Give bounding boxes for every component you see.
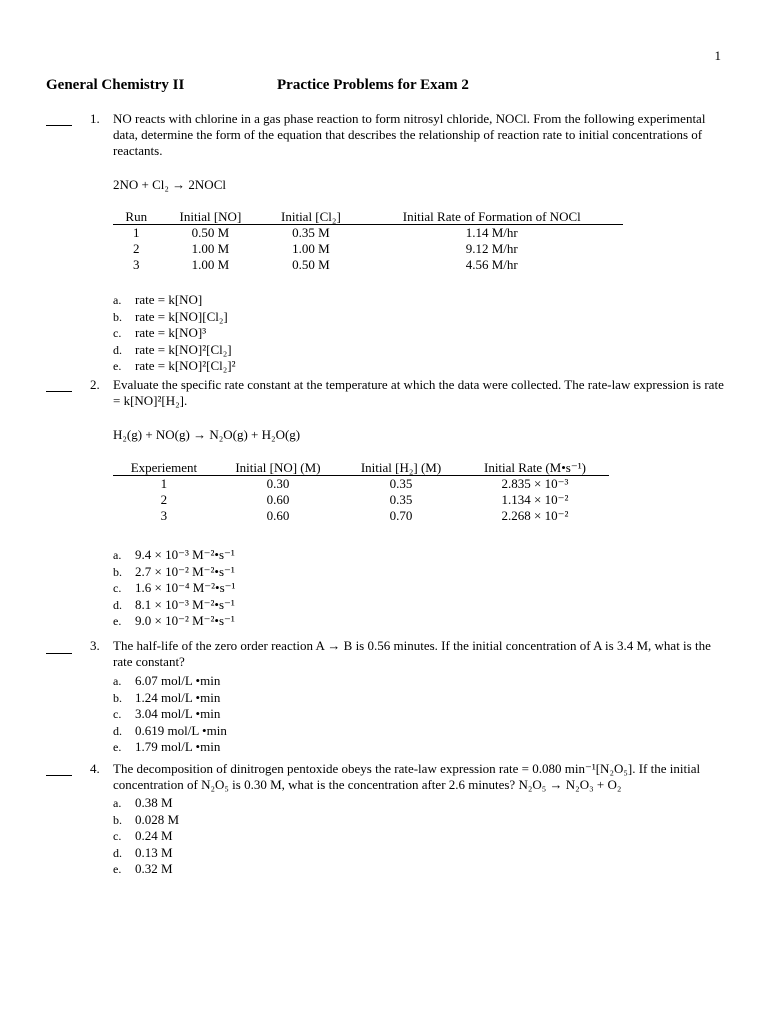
choices-q4 [113,795,179,878]
choice-q2-c[interactable]: c. 1.6 × 10⁻⁴ M⁻²•s⁻¹ [113,580,236,595]
table-cell: 1.00 M [191,241,230,256]
choice-q1-d[interactable]: d. rate = k[NO]²[Cl₂] [113,341,232,357]
table-header: Initial [H₂] (M) [341,459,461,476]
table-cell: 2.835 × 10⁻³ [501,476,569,491]
choice-q4-e[interactable]: e. 0.32 M [113,861,173,876]
page-title: Practice Problems for Exam 2 [277,77,469,93]
page-number: 1 [714,48,721,63]
question-text-q1: NO reacts with chlorine in a gas phase reaction to form nitrosyl chloride, NOCl. From the following experimental data, determine the form of the equation that describes the relationship of reaction rate to initial concentrations of reactants. [113,111,706,158]
table-cell: 1.14 M/hr [465,225,518,240]
table-cell: 4.56 M/hr [465,257,518,272]
table-header: Initial Rate of Formation of NOCl [360,208,623,225]
choices-q1 [113,292,236,375]
question-number-q3: 3. [90,638,100,653]
choice-q1-b[interactable]: b. rate = k[NO][Cl₂] [113,308,228,324]
table-cell: 1.00 M [292,241,330,256]
question-text-q2: Evaluate the specific rate constant at the temperature at which the data were collected. The rate-law expression is rate = k[NO]²[H₂]. [113,377,724,408]
table-cell: 0.60 [266,492,290,507]
table-cell: 3 [133,257,140,272]
choice-q4-d[interactable]: d. 0.13 M [113,844,173,860]
choice-q1-a[interactable]: a. rate = k[NO] [113,292,203,307]
choice-q3-d[interactable]: d. 0.619 mol/L •min [113,722,227,738]
table-row [113,225,623,242]
choice-q4-c[interactable]: c. 0.24 M [113,828,173,843]
answer-blank-q1[interactable] [46,112,72,126]
answer-blank-q3[interactable] [46,640,72,654]
question-text-q3: The half-life of the zero order reaction A → B is 0.56 minutes. If the initial concentration of A is 3.4 M, what is the rate constant? [113,638,711,669]
course-title: General Chemistry II [46,77,185,93]
table-cell: 0.50 M [191,225,230,240]
question-number-q4: 4. [90,761,100,776]
question-text-q4: The decomposition of dinitrogen pentoxide obeys the rate-law expression rate = 0.080 min⁻¹[N₂O₅]. If the initial concentration of N₂O₅ is 0.30 M, what is the concentration after 2.6 minutes? N₂O₅ → N₂O₃ + O₂ [113,761,701,792]
table-row [113,257,623,273]
choice-q3-c[interactable]: c. 3.04 mol/L •min [113,706,221,721]
choice-q3-a[interactable]: a. 6.07 mol/L •min [113,673,221,688]
question-number-q1: 1. [90,111,100,126]
table-cell: 0.35 [389,492,413,507]
table-cell: 0.35 M [292,225,330,240]
table-cell: 9.12 M/hr [465,241,518,256]
reaction-equation-q1: 2NO + Cl₂ → 2NOCl [113,177,226,192]
table-cell: 0.35 [389,476,413,491]
choices-q3 [113,673,227,756]
choice-q2-d[interactable]: d. 8.1 × 10⁻³ M⁻²•s⁻¹ [113,596,235,612]
choice-q3-e[interactable]: e. 1.79 mol/L •min [113,739,221,754]
choices-q2 [113,547,235,630]
choice-q2-e[interactable]: e. 9.0 × 10⁻² M⁻²•s⁻¹ [113,613,235,628]
table-header: Initial [NO] [160,208,262,225]
table-row [113,492,609,508]
question-number-q2: 2. [90,377,100,392]
data-table-q2 [113,459,609,524]
table-cell: 0.60 [266,508,290,523]
table-cell: 0.30 [266,476,290,491]
table-cell: 2 [133,241,140,256]
table-header: Initial [Cl₂] [261,208,360,225]
table-cell: 0.50 M [292,257,330,272]
table-cell: 1 [133,225,140,240]
table-header: Experiement [113,459,215,476]
table-cell: 3 [160,508,168,523]
answer-blank-q4[interactable] [46,762,72,776]
table-header: Initial Rate (M•s⁻¹) [461,459,609,476]
table-header: Run [113,208,160,225]
choice-q1-e[interactable]: e. rate = k[NO]²[Cl₂]² [113,358,236,373]
table-row [113,508,609,524]
choice-q4-b[interactable]: b. 0.028 M [113,811,180,827]
table-cell: 0.70 [389,508,413,523]
choice-q1-c[interactable]: c. rate = k[NO]³ [113,325,207,340]
data-table-q1 [113,208,623,273]
table-header: Initial [NO] (M) [215,459,341,476]
table-cell: 2.268 × 10⁻² [501,508,569,523]
table-cell: 2 [160,492,168,507]
choice-q2-a[interactable]: a. 9.4 × 10⁻³ M⁻²•s⁻¹ [113,547,235,562]
answer-blank-q2[interactable] [46,378,72,392]
table-cell: 1 [160,476,168,491]
table-row [113,476,609,493]
table-cell: 1.00 M [191,257,230,272]
choice-q4-a[interactable]: a. 0.38 M [113,795,173,810]
reaction-equation-q2: H₂(g) + NO(g) → N₂O(g) + H₂O(g) [113,427,301,442]
choice-q2-b[interactable]: b. 2.7 × 10⁻² M⁻²•s⁻¹ [113,563,235,579]
table-row [113,241,623,257]
table-cell: 1.134 × 10⁻² [501,492,569,507]
choice-q3-b[interactable]: b. 1.24 mol/L •min [113,689,221,705]
